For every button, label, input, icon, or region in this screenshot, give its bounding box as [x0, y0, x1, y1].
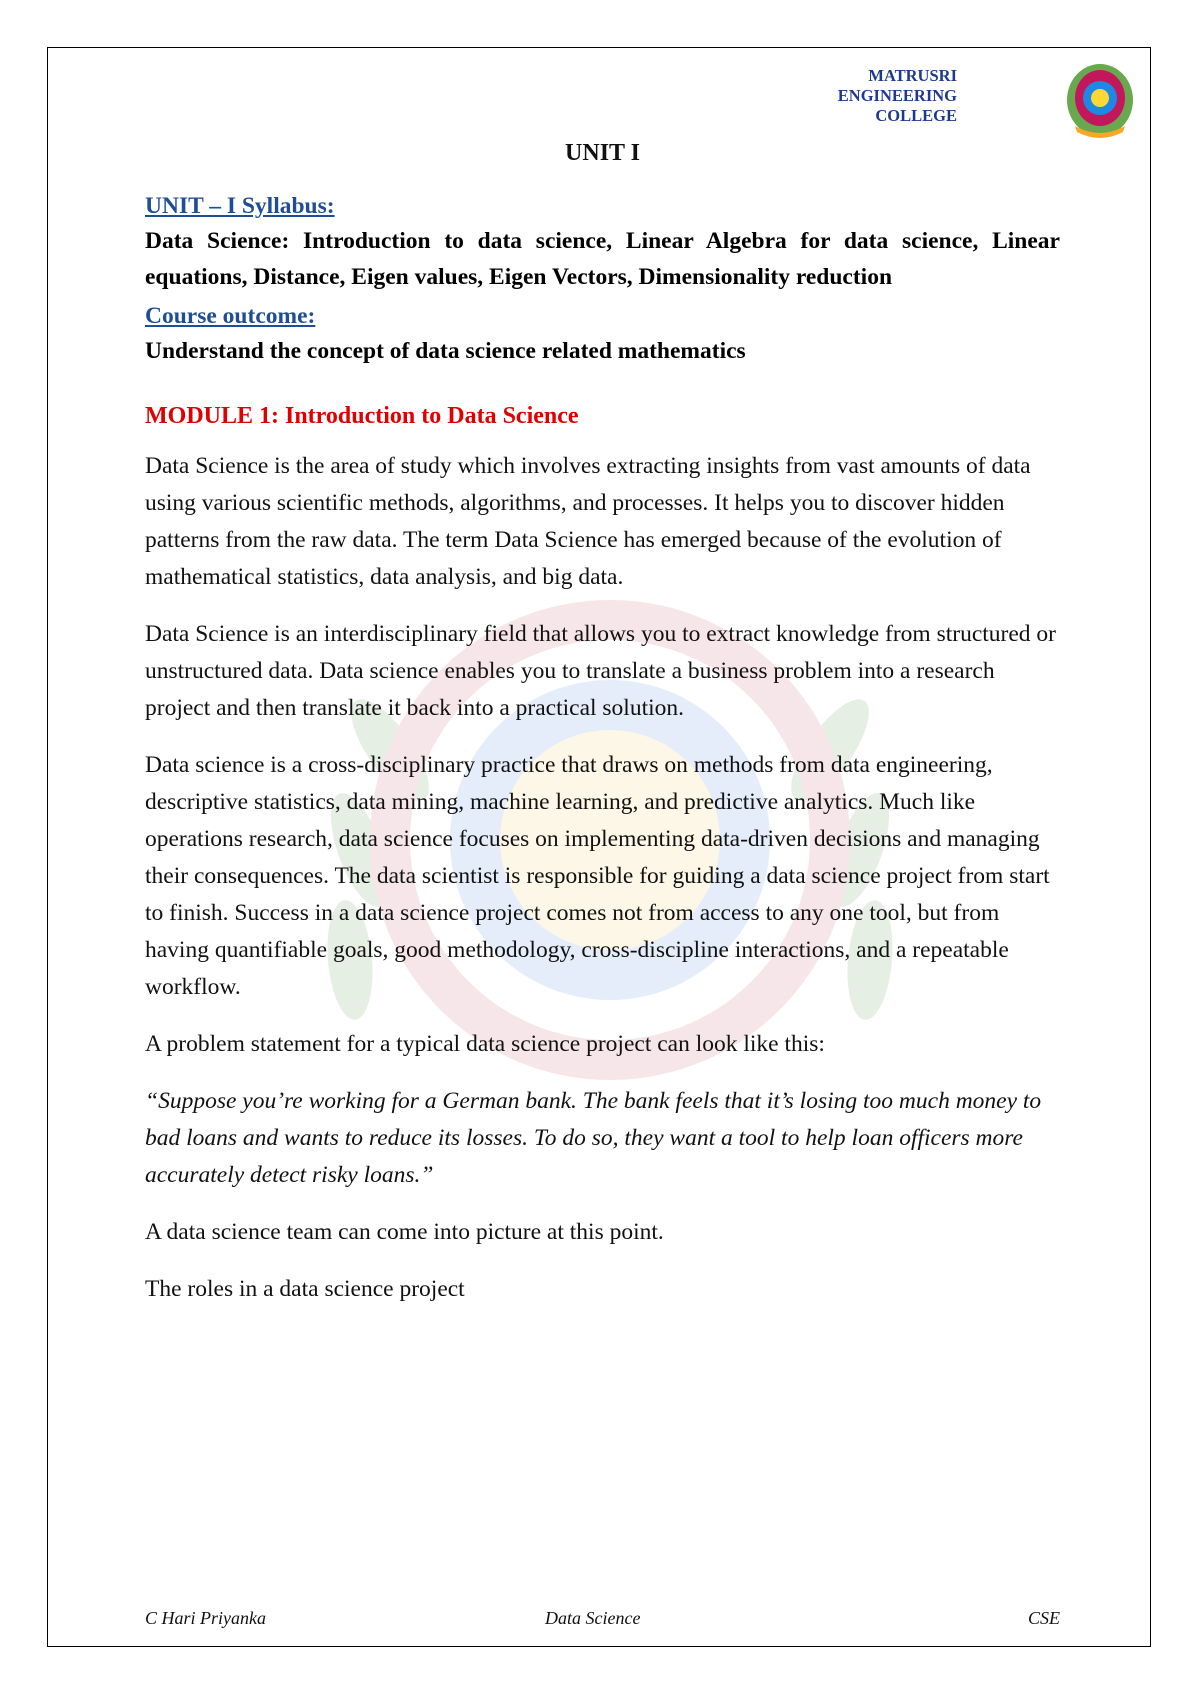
document-body: [145, 140, 1060, 1328]
module-heading: MODULE 1: Introduction to Data Science: [145, 403, 579, 429]
paragraph-1: Data Science is the area of study which involves extracting insights from vast amounts of data using various scientific methods, algorithms, and processes. It helps you to discover hidden patterns from the raw data. The term Data Science has emerged because of the evolution of mathematical statistics, data analysis, and big data.: [145, 453, 1031, 590]
college-seal-logo: [1065, 58, 1135, 138]
outcome-heading: Course outcome:: [145, 303, 316, 329]
paragraph-7: The roles in a data science project: [145, 1276, 465, 1302]
outcome-text: Understand the concept of data science related mathematics: [145, 338, 746, 364]
paragraph-4: A problem statement for a typical data science project can look like this:: [145, 1031, 825, 1057]
college-name: [838, 66, 957, 126]
syllabus-text: Data Science: Introduction to data science, Linear Algebra for data science, Linear equations, Distance, Eigen values, Eigen Vectors, Dimensionality reduction: [145, 228, 1060, 290]
college-name-line-2: ENGINEERING: [837, 86, 957, 105]
college-name-line-1: MATRUSRI: [868, 66, 957, 85]
paragraph-3: Data science is a cross-disciplinary practice that draws on methods from data engineering, descriptive statistics, data mining, machine learning, and predictive analytics. Much like operations research, data science focuses on implementing data-driven decisions and managing their consequences. The data scientist is responsible for guiding a data science project from start to finish. Success in a data science project comes not from access to any one tool, but from having quantifiable goals, good methodology, cross-discipline interactions, and a repeatable workflow.: [145, 752, 1050, 1000]
unit-title: UNIT I: [565, 140, 640, 166]
college-name-line-3: COLLEGE: [875, 106, 957, 125]
syllabus-heading: UNIT – I Syllabus:: [145, 193, 335, 219]
paragraph-2: Data Science is an interdisciplinary field that allows you to extract knowledge from structured or unstructured data. Data science enables you to translate a business problem into a research project and then translate it back into a practical solution.: [145, 621, 1056, 721]
problem-statement-quote: “Suppose you’re working for a German bank. The bank feels that it’s losing too much money to bad loans and wants to reduce its losses. To do so, they want a tool to help loan officers more accurately detect risky loans.”: [145, 1088, 1042, 1188]
footer-department: CSE: [1027, 1608, 1060, 1628]
footer-author: C Hari Priyanka: [145, 1608, 266, 1628]
footer-subject: Data Science: [545, 1608, 641, 1628]
paragraph-6: A data science team can come into picture at this point.: [145, 1219, 664, 1245]
